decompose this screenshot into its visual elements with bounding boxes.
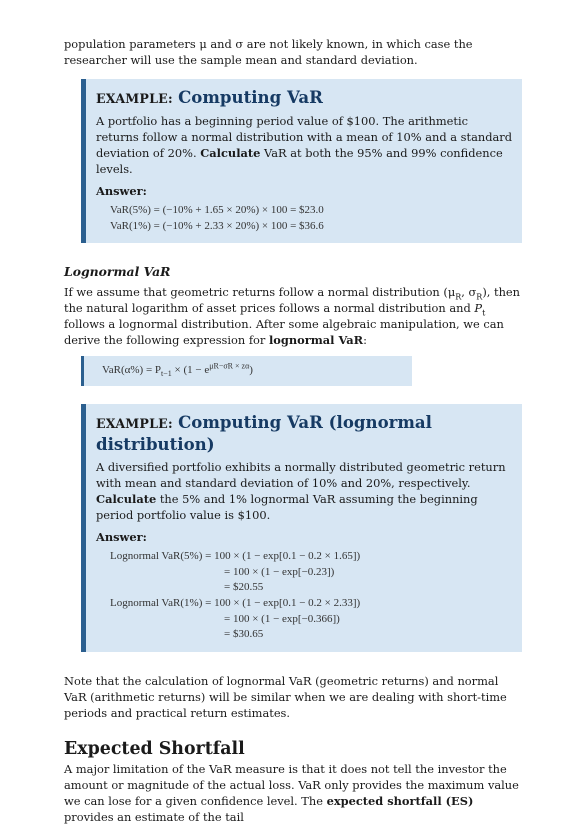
question-bold: Calculate (200, 146, 261, 160)
example-label: EXAMPLE: (96, 91, 173, 106)
lognormal-var-formula (81, 356, 412, 386)
answer-math (96, 549, 514, 643)
expected-shortfall-paragraph (64, 761, 522, 825)
formula-sub: t−1 (161, 369, 172, 379)
example-title (96, 87, 514, 109)
expected-shortfall-heading: Expected Shortfall (64, 738, 245, 759)
lognormal-var-5-line-1 (110, 549, 514, 565)
answer-label: Answer: (96, 184, 147, 198)
rhs-5-1: 100 × (1 − exp[0.1 − 0.2 × 1.65]) (214, 550, 361, 563)
note-paragraph: Note that the calculation of lognormal VaR (geometric returns) and normal VaR (arithmetic returns) will be similar when we are dealing with short-time periods and practical return estimates. (64, 673, 507, 720)
example-question (96, 113, 514, 177)
formula-exponent: μR−σR × zα (209, 361, 250, 371)
lhs-5: Lognormal VaR(5%) = (110, 550, 215, 563)
shortfall-bold: expected shortfall (ES) (326, 793, 474, 808)
lognormal-pt-sub: t (482, 308, 486, 318)
lognormal-pt: P (474, 301, 483, 316)
formula-lhs: VaR(α%) = P (102, 364, 162, 377)
example-question (96, 459, 514, 523)
shortfall-text-a: A major limitation of the VaR measure is that it does not tell the investor the amount or magnitude of the actual loss. VaR only provides the maximum value we can lose for a given confidence level. The (64, 761, 519, 808)
lognormal-var-1-line-2: = 100 × (1 − exp[−0.366]) (224, 612, 340, 625)
example-heading: Computing VaR (178, 87, 323, 107)
lognormal-text-d: follows a lognormal distribution. After some algebraic manipulation, we can derive the following expression for (64, 317, 504, 348)
example-title (96, 412, 514, 455)
var-1-line: VaR(1%) = (−10% + 2.33 × 20%) × 100 = $36.6 (110, 219, 324, 232)
lognormal-sub-1: R (455, 292, 462, 302)
formula-end: ) (249, 364, 253, 377)
question-text: A portfolio has a beginning period value of $100. The arithmetic returns follow a normal distribution with a mean of 10% and a standard deviation of 20%. (96, 114, 513, 160)
lognormal-var-1-line-1 (110, 596, 514, 612)
question-tail: VaR at both the 95% and 99% confidence levels. (96, 146, 503, 176)
lognormal-heading: Lognormal VaR (64, 264, 171, 280)
lognormal-var-5-line-3: = $20.55 (224, 581, 264, 594)
question-tail: the 5% and 1% lognormal VaR assuming the beginning period portfolio value is $100. (96, 492, 478, 523)
lognormal-text-e: : (363, 333, 367, 348)
var-5-line: VaR(5%) = (−10% + 1.65 × 20%) × 100 = $23.0 (110, 204, 324, 216)
example-box-computing-var (81, 79, 522, 243)
rhs-1-1: 100 × (1 − exp[0.1 − 0.2 × 2.33]) (214, 596, 361, 609)
intro-paragraph: population parameters μ and σ are not likely known, in which case the researcher will use the sample mean and standard deviation. (64, 37, 473, 67)
lognormal-paragraph (64, 284, 522, 348)
question-bold: Calculate (96, 492, 157, 507)
lognormal-text-a: If we assume that geometric returns follow a normal distribution (μ (64, 285, 456, 300)
lognormal-text-c: ), then the natural logarithm of asset prices follows a normal distribution and (64, 285, 521, 316)
answer-math (96, 203, 514, 234)
example-heading: Computing VaR (lognormal distribution) (96, 412, 432, 455)
answer-label: Answer: (96, 530, 147, 545)
shortfall-text-b: provides an estimate of the tail (64, 809, 244, 824)
lognormal-sub-2: R (476, 292, 483, 302)
example-box-lognormal (81, 404, 522, 652)
formula-mid: × (1 − e (171, 364, 210, 377)
lognormal-bold: lognormal VaR (268, 333, 364, 348)
page-content (64, 36, 522, 825)
example-label: EXAMPLE: (96, 416, 173, 432)
lognormal-var-5-line-2: = 100 × (1 − exp[−0.23]) (224, 565, 335, 578)
lognormal-text-b: , σ (461, 285, 477, 300)
lhs-1: Lognormal VaR(1%) = (110, 596, 215, 609)
question-text: A diversified portfolio exhibits a normally distributed geometric return with mean and standard deviation of 10% and 20%, respectively. (96, 460, 506, 491)
lognormal-var-1-line-3: = $30.65 (224, 628, 264, 641)
